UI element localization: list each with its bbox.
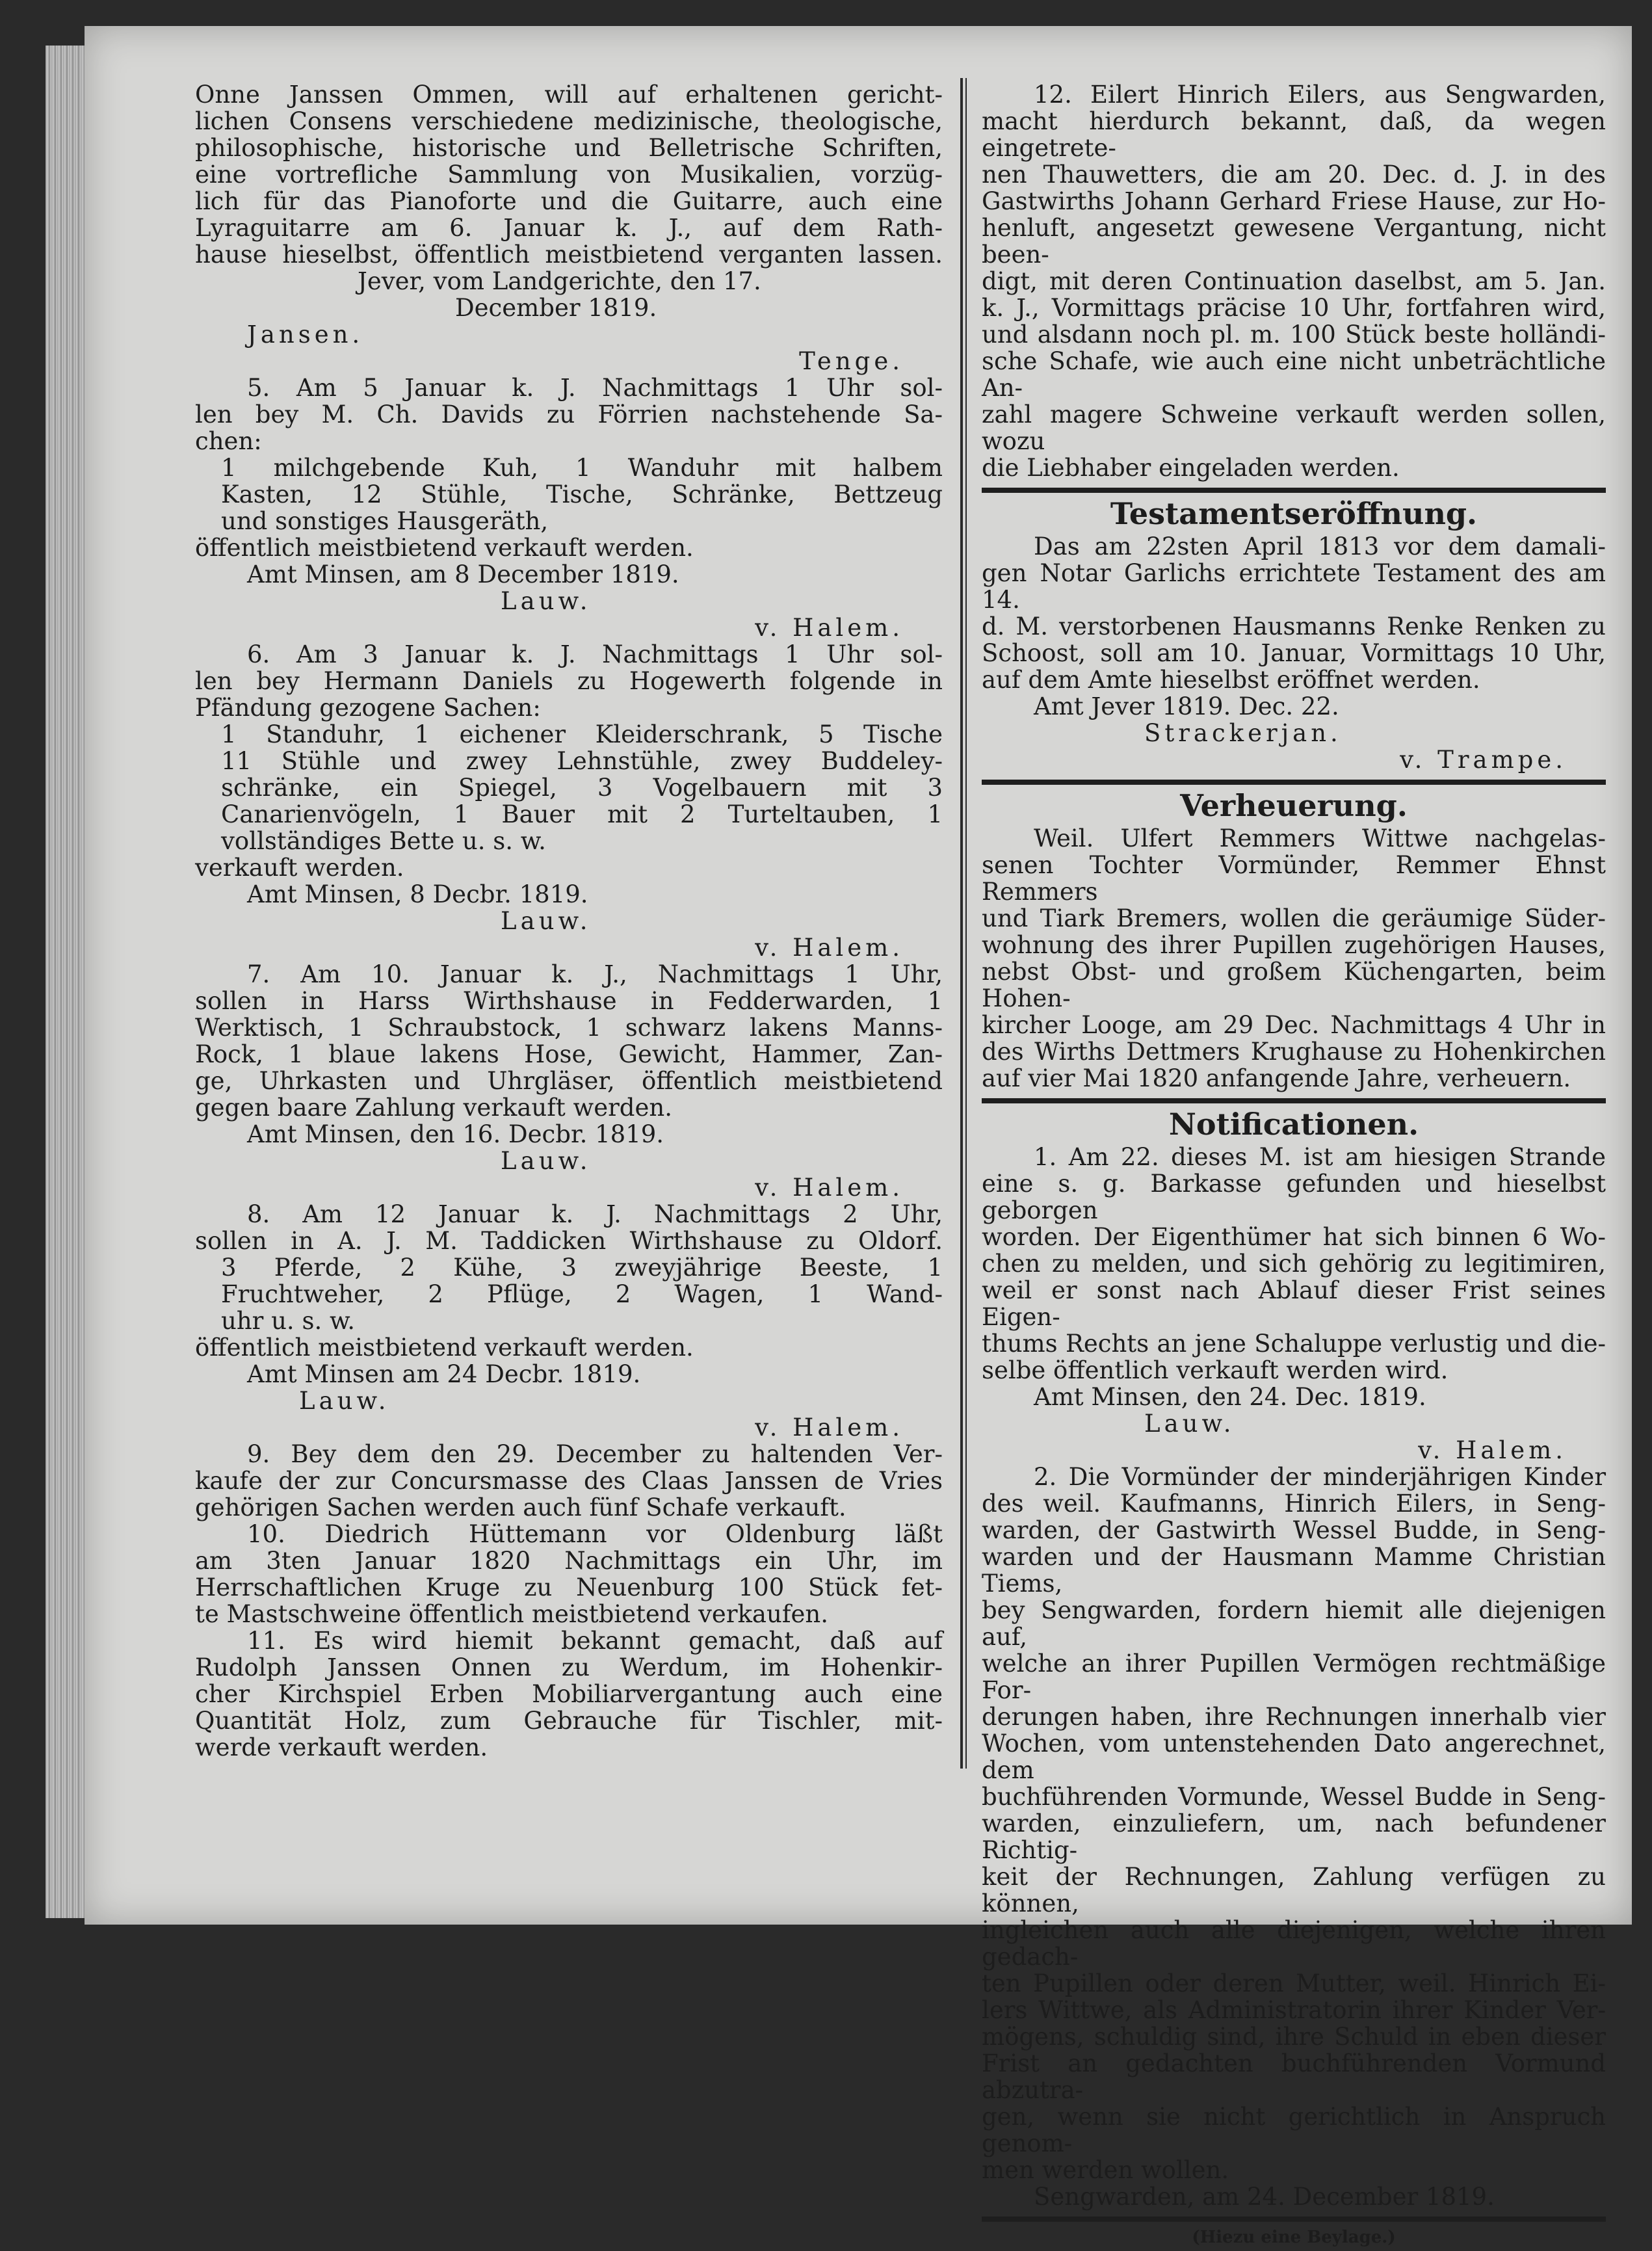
signature: Jansen. (247, 321, 364, 349)
signature: Tenge. (799, 347, 904, 375)
text-line: henluft, angesetzt gewesene Vergantung, nicht been- (982, 214, 1606, 269)
text-line: kircher Looge, am 29 Dec. Nachmittags 4 Uhr in (982, 1011, 1606, 1039)
text-line: auf dem Amte hieselbst eröffnet werden. (982, 666, 1480, 694)
text-line: Weil. Ulfert Remmers Wittwe nachgelas- (1034, 824, 1606, 852)
text-line: mögens, schuldig sind, ihre Schuld in eben dieser (982, 2023, 1606, 2051)
text-line: nen Thauwetters, die am 20. Dec. d. J. in des (982, 161, 1606, 189)
text-line: 2. Die Vormünder der minderjährigen Kinder (1034, 1463, 1606, 1491)
notice-6 (195, 641, 943, 961)
text-line: und Tiark Bremers, wollen die geräumige Süder- (982, 904, 1606, 932)
left-column (195, 81, 943, 1761)
text-line: lers Wittwe, als Administratorin ihrer Kinder Ver- (982, 1996, 1606, 2024)
text-line: sollen in Harss Wirthshause in Fedderwarden, 1 (195, 987, 943, 1015)
text-line: len bey Hermann Daniels zu Hogewerth folgende in (195, 667, 943, 695)
text-line: zahl magere Schweine verkauft werden sollen, wozu (982, 401, 1606, 455)
text-line: gen Notar Garlichs errichtete Testament des am 14. (982, 559, 1606, 614)
text-line: ge, Uhrkasten und Uhrgläser, öffentlich meistbietend (195, 1067, 943, 1095)
notice-12 (982, 81, 1606, 481)
signature: v. Halem. (755, 1414, 904, 1441)
place-date: Sengwarden, am 24. December 1819. (1034, 2183, 1495, 2211)
text-line: buchführenden Vormunde, Wessel Budde in Seng- (982, 1783, 1606, 1811)
place-date: Amt Minsen, am 8 December 1819. (247, 560, 679, 588)
text-line: werde verkauft werden. (195, 1733, 488, 1761)
text-line: Pfändung gezogene Sachen: (195, 694, 541, 722)
text-line: und alsdann noch pl. m. 100 Stück beste holländi- (982, 321, 1606, 349)
notice-notification-2 (982, 1464, 1606, 2210)
text-line: Schoost, soll am 10. Januar, Vormittags 10 Uhr, (982, 639, 1606, 667)
signature: Lauw. (501, 587, 592, 615)
text-line: macht hierdurch bekannt, daß, da wegen eingetrete- (982, 107, 1606, 162)
text-line: gehörigen Sachen werden auch fünf Schafe verkauft. (195, 1494, 846, 1521)
text-line: worden. Der Eigenthümer hat sich binnen 6 Wo- (982, 1223, 1606, 1251)
signature: v. Halem. (755, 1174, 904, 1202)
item-line: Canarienvögeln, 1 Bauer mit 2 Turteltauben, 1 (221, 800, 943, 828)
section-rule (982, 2217, 1606, 2222)
signature: Lauw. (501, 907, 592, 935)
text-line: sollen in A. J. M. Taddicken Wirthshause zu Oldorf. (195, 1227, 943, 1255)
text-line: am 3ten Januar 1820 Nachmittags ein Uhr, im (195, 1547, 943, 1575)
text-line: Quantität Holz, zum Gebrauche für Tischler, mit- (195, 1707, 943, 1735)
text-line: lichen Consens verschiedene medizinische, theologische, (195, 107, 943, 135)
section-heading-verheuerung: Verheuerung. (1180, 788, 1408, 823)
item-line: und sonstiges Hausgeräth, (221, 507, 549, 535)
text-line: öffentlich meistbietend verkauft werden. (195, 534, 694, 562)
text-line: die Liebhaber eingeladen werden. (982, 454, 1400, 482)
place-date: Amt Minsen am 24 Decbr. 1819. (247, 1360, 641, 1388)
item-line: vollständiges Bette u. s. w. (221, 827, 546, 855)
text-line: des Wirths Dettmers Krughause zu Hohenkirchen (982, 1038, 1606, 1066)
text-line: d. M. verstorbenen Hausmanns Renke Renken zu (982, 612, 1606, 640)
notice-11 (195, 1627, 943, 1761)
text-line: 11. Es wird hiemit bekannt gemacht, daß auf (247, 1627, 943, 1655)
text-line: warden, einzuliefern, um, nach befundener Richtig- (982, 1810, 1606, 1864)
text-line: ten Pupillen oder deren Mutter, weil. Hinrich Ei- (982, 1969, 1606, 1997)
text-line: k. J., Vormittags präcise 10 Uhr, fortfahren wird, (982, 294, 1606, 322)
item-line: 11 Stühle und zwey Lehnstühle, zwey Buddeley- (221, 747, 943, 775)
text-line: te Mastschweine öffentlich meistbietend verkaufen. (195, 1600, 828, 1628)
text-line: verkauft werden. (195, 854, 404, 882)
text-line: des weil. Kaufmanns, Hinrich Eilers, in Seng- (982, 1490, 1606, 1518)
text-line: digt, mit deren Continuation daselbst, am 5. Jan. (982, 267, 1606, 295)
text-line: hause hieselbst, öffentlich meistbietend verganten lassen. (195, 241, 943, 269)
text-line: 5. Am 5 Januar k. J. Nachmittags 1 Uhr sol- (247, 374, 943, 402)
item-line: 1 Standuhr, 1 eichener Kleiderschrank, 5 Tische (221, 720, 943, 748)
place-date: Amt Minsen, 8 Decbr. 1819. (247, 880, 588, 908)
text-line: warden und der Hausmann Mamme Christian Tiems, (982, 1543, 1606, 1598)
section-rule (982, 488, 1606, 493)
text-line: thums Rechts an jene Schaluppe verlustig und die- (982, 1330, 1606, 1358)
item-line: 3 Pferde, 2 Kühe, 3 zweyjährige Beeste, 1 (221, 1254, 943, 1282)
notice-5 (195, 375, 943, 641)
text-line: wohnung des ihrer Pupillen zugehörigen Hauses, (982, 931, 1606, 959)
text-line: Rudolph Janssen Onnen zu Werdum, im Hohenkir- (195, 1653, 943, 1681)
text-line: 7. Am 10. Januar k. J., Nachmittags 1 Uhr, (247, 960, 943, 988)
text-line: 1. Am 22. dieses M. ist am hiesigen Strande (1034, 1143, 1606, 1171)
text-line: öffentlich meistbietend verkauft werden. (195, 1334, 694, 1362)
text-line: auf vier Mai 1820 anfangende Jahre, verheuern. (982, 1064, 1571, 1092)
text-line: Onne Janssen Ommen, will auf erhaltenen gericht- (195, 81, 943, 109)
text-line: men werden wollen. (982, 2156, 1229, 2184)
column-divider (960, 78, 967, 1769)
text-line: Frist an gedachten buchführenden Vormund abzutra- (982, 2049, 1606, 2104)
text-line: Werktisch, 1 Schraubstock, 1 schwarz lakens Manns- (195, 1014, 943, 1042)
notice-8 (195, 1201, 943, 1441)
text-line: 12. Eilert Hinrich Eilers, aus Sengwarden, (1034, 81, 1606, 109)
item-line: Fruchtweher, 2 Pflüge, 2 Wagen, 1 Wand- (221, 1280, 943, 1308)
text-line: eine s. g. Barkasse gefunden und hieselbst geborgen (982, 1170, 1606, 1224)
text-line: keit der Rechnungen, Zahlung verfügen zu können, (982, 1863, 1606, 1917)
text-line: kaufe der zur Concursmasse des Claas Janssen de Vries (195, 1467, 943, 1495)
notice-notification-1 (982, 1144, 1606, 1464)
text-line: welche an ihrer Pupillen Vermögen rechtmäßige For- (982, 1650, 1606, 1704)
text-line: gegen baare Zahlung verkauft werden. (195, 1094, 672, 1122)
text-line: cher Kirchspiel Erben Mobiliarvergantung auch eine (195, 1680, 943, 1708)
place-date: Amt Jever 1819. Dec. 22. (1034, 692, 1339, 720)
item-line: schränke, ein Spiegel, 3 Vogelbauern mit 3 (221, 774, 943, 802)
text-line: gen, wenn sie nicht gerichtlich in Anspruch genom- (982, 2103, 1606, 2157)
item-line: Kasten, 12 Stühle, Tische, Schränke, Bettzeug (221, 480, 943, 508)
text-line: Wochen, vom untenstehenden Dato angerechnet, dem (982, 1730, 1606, 1784)
text-line: 10. Diedrich Hüttemann vor Oldenburg läßt (247, 1520, 943, 1548)
section-rule (982, 1098, 1606, 1103)
text-line: chen: (195, 427, 262, 455)
signature: v. Halem. (755, 614, 904, 642)
notice-10 (195, 1521, 943, 1627)
supplement-note: (Hiezu eine Beylage.) (1192, 2228, 1396, 2247)
text-line: weil er sonst nach Ablauf dieser Frist seines Eigen- (982, 1276, 1606, 1331)
signature: Lauw. (501, 1147, 592, 1175)
section-rule (982, 780, 1606, 785)
signature: v. Trampe. (1400, 746, 1567, 774)
notice-ommen (195, 81, 943, 375)
text-line: Rock, 1 blaue lakens Hose, Gewicht, Hammer, Zan- (195, 1040, 943, 1068)
text-line: eine vortrefliche Sammlung von Musikalien, vorzüg- (195, 161, 943, 189)
text-line: nebst Obst- und großem Küchengarten, beim Hohen- (982, 958, 1606, 1012)
place-date: Amt Minsen, den 24. Dec. 1819. (1034, 1383, 1426, 1411)
text-line: ingleichen auch alle diejenigen, welche ihren gedach- (982, 1916, 1606, 1971)
signature: Strackerjan. (1144, 719, 1342, 747)
text-line: Herrschaftlichen Kruge zu Neuenburg 100 Stück fet- (195, 1573, 943, 1601)
notice-verheuerung (982, 825, 1606, 1092)
text-line: derungen haben, ihre Rechnungen innerhalb vier (982, 1703, 1606, 1731)
item-line: uhr u. s. w. (221, 1307, 356, 1335)
section-heading-notifications: Notificationen. (1168, 1107, 1419, 1142)
text-line: Lyraguitarre am 6. Januar k. J., auf dem Rath- (195, 214, 943, 242)
signature: v. Halem. (755, 934, 904, 962)
text-line: bey Sengwarden, fordern hiemit alle diejenigen auf, (982, 1596, 1606, 1651)
text-line: lich für das Pianoforte und die Guitarre, auch eine (195, 187, 943, 215)
place-date: Amt Minsen, den 16. Decbr. 1819. (247, 1120, 664, 1148)
place-date: Jever, vom Landgerichte, den 17. (358, 267, 761, 295)
text-line: Gastwirths Johann Gerhard Friese Hause, zur Ho- (982, 187, 1606, 215)
text-line: len bey M. Ch. Davids zu Förrien nachstehende Sa- (195, 401, 943, 428)
text-line: selbe öffentlich verkauft werden wird. (982, 1356, 1449, 1384)
notice-testament (982, 533, 1606, 773)
notice-9 (195, 1441, 943, 1521)
text-line: senen Tochter Vormünder, Remmer Ehnst Remmers (982, 851, 1606, 906)
place-date: December 1819. (455, 294, 657, 322)
text-line: 9. Bey dem den 29. December zu haltenden Ver- (247, 1440, 943, 1468)
signature: v. Halem. (1418, 1436, 1567, 1464)
section-heading-testament: Testamentseröffnung. (1110, 496, 1478, 531)
text-line: sche Schafe, wie auch eine nicht unbeträchtliche An- (982, 347, 1606, 402)
text-line: 6. Am 3 Januar k. J. Nachmittags 1 Uhr sol- (247, 640, 943, 668)
notice-7 (195, 961, 943, 1201)
signature: Lauw. (1144, 1410, 1235, 1438)
right-column (982, 81, 1606, 2251)
item-line: 1 milchgebende Kuh, 1 Wanduhr mit halbem (221, 454, 943, 482)
text-line: chen zu melden, und sich gehörig zu legitimiren, (982, 1250, 1606, 1278)
text-line: philosophische, historische und Belletrische Schriften, (195, 134, 943, 162)
text-line: Das am 22sten April 1813 vor dem damali- (1034, 533, 1606, 560)
text-line: warden, der Gastwirth Wessel Budde, in Seng- (982, 1516, 1606, 1544)
text-line: 8. Am 12 Januar k. J. Nachmittags 2 Uhr, (247, 1200, 943, 1228)
signature: Lauw. (299, 1387, 390, 1415)
